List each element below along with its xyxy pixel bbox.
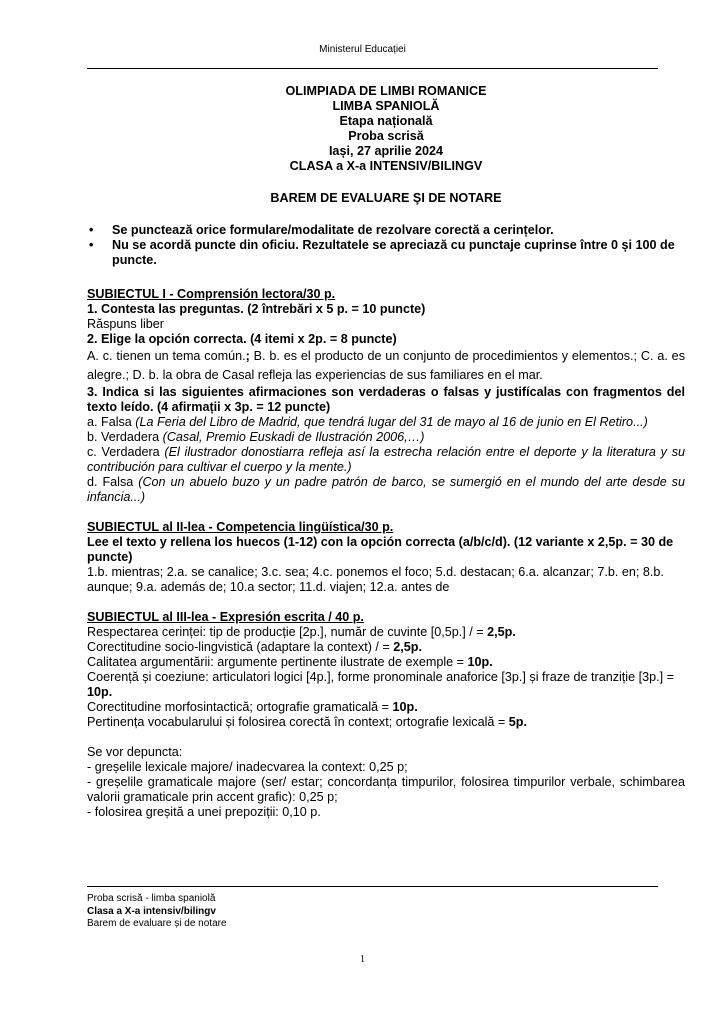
section-3-title: SUBIECTUL al III-lea - Expresión escrita / 40 p. bbox=[87, 610, 364, 624]
question-1-title: 1. Contesta las preguntas. (2 întrebări x 5 p. = 10 puncte) bbox=[87, 302, 426, 316]
question-3-item: c. Verdadera (El ilustrador donostiarra refleja así la estrecha relación entre el deporte y la literatura y su contribución para cultivar el cuerpo y la mente.) bbox=[87, 445, 685, 474]
section-2-answers: 1.b. mientras; 2.a. se canalice; 3.c. sea; 4.c. ponemos el foco; 5.d. destacan; 6.a. alcanzar; 7.b. en; 8.b. aunque; 9.a. además de; 10.a sector; 11.d. viajen; 12.a. antes de bbox=[87, 565, 664, 594]
footer-divider bbox=[87, 886, 658, 887]
footer-line: Proba scrisă - limba spaniolă bbox=[87, 893, 216, 904]
footer-line: Barem de evaluare și de notare bbox=[87, 918, 227, 929]
title-line: CLASA a X-a INTENSIV/BILINGV bbox=[289, 159, 483, 173]
section-1 bbox=[87, 287, 685, 505]
question-3-item: d. Falsa (Con un abuelo buzo y un padre patrón de barco, se sumergió en el mundo del arte desde su infancia...) bbox=[87, 475, 685, 504]
footer-line: Clasa a X-a intensiv/bilingv bbox=[87, 905, 216, 917]
page-number: 1 bbox=[360, 954, 365, 965]
deductions-title: Se vor depuncta: bbox=[87, 745, 183, 759]
section-1-title: SUBIECTUL I - Comprensión lectora/30 p. bbox=[87, 287, 336, 301]
question-3-item: a. Falsa (La Feria del Libro de Madrid, que tendrá lugar del 31 de mayo al 16 de junio en El Retiro...) bbox=[87, 415, 648, 429]
title-line: Proba scrisă bbox=[348, 129, 424, 143]
question-2-answers: A. c. tienen un tema común.; B. b. es el producto de un conjunto de procedimientos y elementos.; C. a. es alegre.; D. b. la obra de Casal refleja las experiencias de sus familiares en el mar. bbox=[87, 349, 685, 382]
criterion: Calitatea argumentării: argumente pertinente ilustrate de exemple = 10p. bbox=[87, 655, 493, 669]
title-line: Etapa națională bbox=[339, 114, 433, 128]
list-item: • Nu se acordă puncte din oficiu. Rezultatele se apreciază cu punctaje cuprinse între 0 și 100 de puncte. bbox=[89, 238, 675, 267]
criterion: Pertinența vocabularului și folosirea corectă în context; ortografie lexicală = 5p. bbox=[87, 715, 527, 729]
exam-titles bbox=[87, 84, 685, 174]
title-line: OLIMPIADA DE LIMBI ROMANICE bbox=[285, 84, 487, 98]
list-item: • Se punctează orice formulare/modalitate de rezolvare corectă a cerințelor. bbox=[89, 223, 554, 237]
bullet-icon: • bbox=[89, 238, 94, 252]
header-divider bbox=[87, 68, 658, 69]
title-line: LIMBA SPANIOLĂ bbox=[332, 99, 440, 113]
bullet-icon: • bbox=[89, 223, 94, 237]
criterion: Corectitudine socio-lingvistică (adaptare la context) / = 2,5p. bbox=[87, 640, 422, 654]
question-3-title: 3. Indica si las siguientes afirmaciones son verdaderas o falsas y justifícalas con fragmentos del texto leído. (4 afirmații x 3p. = 12 puncte) bbox=[87, 385, 685, 414]
deduction-item: - folosirea greșită a unei prepoziții: 0,10 p. bbox=[87, 805, 321, 819]
general-rules-list bbox=[87, 223, 685, 268]
section-2-instruction: Lee el texto y rellena los huecos (1-12) con la opción correcta (a/b/c/d). (12 variante x 2,5p. = 30 de puncte) bbox=[87, 535, 674, 564]
page-footer bbox=[87, 893, 227, 931]
section-3 bbox=[87, 610, 685, 820]
deduction-item: - greșelile lexicale majore/ inadecvarea la context: 0,25 p; bbox=[87, 760, 408, 774]
criterion: Respectarea cerinței: tip de producție [2p.], număr de cuvinte [0,5p.] / = 2,5p. bbox=[87, 625, 516, 639]
document-body bbox=[87, 84, 685, 820]
question-3-item: b. Verdadera (Casal, Premio Euskadi de Ilustración 2006,…) bbox=[87, 430, 425, 444]
section-2-title: SUBIECTUL al II-lea - Competencia lingüística/30 p. bbox=[87, 520, 394, 534]
question-2-title: 2. Elige la opción correcta. (4 itemi x 2p. = 8 puncte) bbox=[87, 332, 397, 346]
question-1-answer: Răspuns liber bbox=[87, 317, 165, 331]
page-header: Ministerul Educației bbox=[319, 44, 406, 55]
title-line: Iași, 27 aprilie 2024 bbox=[328, 144, 444, 158]
criterion: Coerență și coeziune: articulatori logici [4p.], forme pronominale anaforice [3p.] și fraze de tranziție [3p.] = 10p. bbox=[87, 670, 674, 699]
section-2 bbox=[87, 520, 685, 595]
criterion: Corectitudine morfosintactică; ortografie gramaticală = 10p. bbox=[87, 700, 418, 714]
deduction-item: - greșelile gramaticale majore (ser/ estar; concordanța timpurilor, folosirea timpurilor verbale, schimbarea valorii gramaticale prin accent grafic): 0,25 p; bbox=[87, 775, 685, 804]
barem-title: BAREM DE EVALUARE ŞI DE NOTARE bbox=[270, 191, 502, 205]
